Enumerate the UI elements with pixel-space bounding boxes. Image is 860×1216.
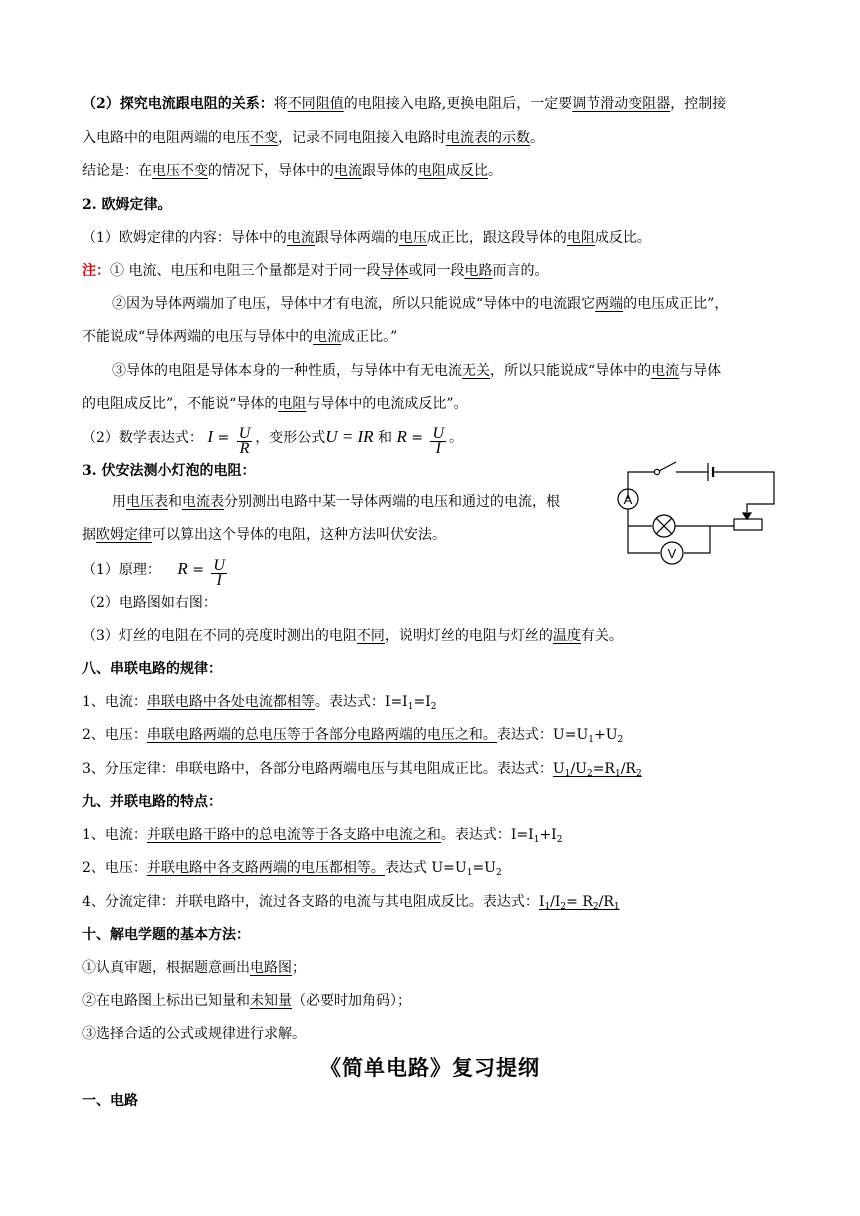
text: ，所以只能说成“导体中的 (490, 363, 652, 379)
underlined-term: 不同 (356, 628, 385, 644)
text: +I (539, 827, 557, 843)
underlined-term: 电流 (286, 230, 315, 246)
section-heading-circuit: 一、电路 (82, 1093, 138, 1109)
text: （必要时加角码）； (292, 993, 411, 1009)
underlined-term: 电流 (651, 363, 680, 379)
text: =I (413, 694, 431, 710)
switch-terminal (654, 469, 659, 474)
underlined-term: 两端 (595, 296, 624, 312)
paragraph-lead: （2）探究电流跟电阻的关系： (82, 96, 274, 112)
parallel-voltage (82, 858, 502, 883)
numerator: U (213, 556, 225, 574)
note-2-line2 (82, 327, 397, 347)
parallel-current-division (82, 892, 620, 917)
formula-symbol: I (207, 427, 214, 446)
underlined-term: 电路图 (250, 960, 292, 976)
text: 4、分流定律：并联电路中，流过各支路的电流与其电阻成反比。表达式： (82, 894, 539, 910)
underlined-term: 串联电路两端的总电压等于各部分电路两端的电压之和。 (146, 727, 497, 743)
text: 1、电流： (82, 827, 147, 843)
filament-resistance-line (82, 626, 623, 646)
heading-ohms-law: 2. 欧姆定律。 (82, 197, 172, 213)
underlined-term: 电流 (334, 163, 362, 179)
text: +U (593, 727, 618, 743)
text: 的电阻接入电路,更换电阻后，一定要 (343, 96, 573, 112)
subscript: 2 (592, 902, 599, 912)
text: 不能说成“导体两端的电压与导体中的 (82, 329, 314, 345)
text: 分别测出电路中某一导体两端的电压和通过的电流，根 (224, 494, 560, 510)
text: ①认真审题，根据题意画出 (82, 960, 250, 976)
fraction-u-over-i (430, 424, 446, 457)
text: /R (620, 761, 636, 777)
fraction-u-over-i (211, 556, 227, 589)
circuit-diagram (612, 456, 780, 570)
ammeter-label: A (623, 492, 633, 507)
rheostat-slider (743, 513, 751, 519)
underlined-term: 反比 (460, 163, 488, 179)
underlined-term: 并联电路中各支路两端的电压都相等。 (146, 860, 385, 876)
text: 。表达式：I=I (440, 827, 534, 843)
note-label: 注： (82, 263, 110, 279)
subscript: 1 (407, 702, 414, 712)
formula-uir: U = IR (325, 427, 374, 446)
text: 用 (112, 494, 126, 510)
method-step-3: ③选择合适的公式或规律进行求解。 (82, 1026, 306, 1042)
text: 结论是：在 (82, 163, 152, 179)
subscript: 2 (560, 902, 567, 912)
formula-symbol: R (177, 559, 188, 578)
para-current-resistance-line2 (82, 128, 544, 148)
subscript: 1 (614, 769, 621, 779)
numerator: U (238, 424, 251, 442)
underlined-term: 电压表 (126, 494, 168, 510)
underlined-term: 电阻 (278, 396, 307, 412)
text: 成反比。 (594, 230, 651, 246)
underlined-term: 电流 (313, 329, 342, 345)
text: /U (570, 761, 587, 777)
subscript: 1 (466, 868, 473, 878)
underlined-term: 未知量 (250, 993, 292, 1009)
method-step-2 (82, 991, 411, 1011)
series-voltage-division (82, 759, 642, 784)
subscript: 1 (588, 735, 594, 745)
note-1 (82, 261, 548, 281)
underlined-term: 电流表 (182, 494, 224, 510)
denominator: I (216, 571, 222, 589)
text: ，变形公式 (255, 430, 326, 446)
denominator: I (435, 439, 441, 457)
formula-symbol: = (217, 430, 230, 446)
series-current (82, 692, 436, 717)
text: 。表达式：I=I (314, 694, 408, 710)
text: 或同一段 (408, 263, 465, 279)
note-2-line1 (112, 294, 728, 314)
text: ③导体的电阻是导体本身的一种性质，与导体中有无电流 (112, 363, 462, 379)
text: 的情况下，导体中的 (208, 163, 334, 179)
text: ，说明灯丝的电阻与灯丝的 (384, 628, 553, 644)
subscript: 1 (533, 835, 540, 845)
subscript: 2 (556, 835, 563, 845)
ohms-law-content (82, 228, 651, 248)
wire (684, 526, 710, 553)
text: /I (550, 894, 561, 910)
switch-blade (659, 462, 676, 471)
formula-line (82, 420, 464, 457)
text: 表达式 U=U (384, 860, 467, 876)
underlined-term: 电阻 (566, 230, 595, 246)
subscript: 2 (586, 769, 593, 779)
circuit-diagram-caption: （2）电路图如右图： (82, 595, 217, 611)
text: /R (598, 894, 614, 910)
text: I (538, 894, 545, 910)
wire (628, 509, 660, 553)
text: 入电路中的电阻两端的电压 (82, 130, 250, 146)
underlined-term: 不同阻值 (287, 96, 344, 112)
voltammeter-line2 (82, 525, 446, 545)
text: 2、电压： (82, 860, 147, 876)
text: ① 电流、电压和电阻三个量都是对于同一段 (110, 263, 381, 279)
underlined-term: 电阻 (418, 163, 446, 179)
underlined-term: 电流表的示数 (446, 130, 530, 146)
subscript: 1 (564, 769, 571, 779)
text: 表达式：U=U (496, 727, 589, 743)
text: 成正比，跟这段导体的 (426, 230, 567, 246)
text: 的电压成正比”， (623, 296, 729, 312)
text: （3）灯丝的电阻在不同的亮度时测出的电阻 (82, 628, 357, 644)
underlined-term: 欧姆定律 (96, 527, 152, 543)
text: = R (566, 894, 593, 910)
text: 与导体 (679, 363, 722, 379)
underlined-term: 调节滑动变阻器 (572, 96, 671, 112)
text: =R (592, 761, 615, 777)
text: 跟导体两端的 (314, 230, 399, 246)
underlined-term: 电压不变 (152, 163, 208, 179)
text: 2、电压： (82, 727, 147, 743)
subscript: 2 (495, 868, 502, 878)
underlined-term: 电路 (464, 263, 493, 279)
text: （2）数学表达式： (82, 430, 203, 446)
conclusion-line (82, 161, 502, 181)
document-title: 《简单电路》复习提纲 (320, 1055, 540, 1080)
heading-problem-method: 十、解电学题的基本方法： (82, 927, 250, 943)
text: 有关。 (580, 628, 623, 644)
text: ②在电路图上标出已知量和 (82, 993, 250, 1009)
heading-series-circuit: 八、串联电路的规律： (82, 661, 222, 677)
text: 。 (449, 430, 464, 446)
numerator: U (432, 424, 445, 442)
subscript: 2 (635, 769, 642, 779)
text: 而言的。 (492, 263, 549, 279)
text: 。 (530, 130, 544, 146)
underlined-term: 电压 (398, 230, 427, 246)
text: ； (292, 960, 306, 976)
underlined-term: 温度 (552, 628, 581, 644)
text: 将 (273, 96, 288, 112)
para-current-resistance-line1 (82, 94, 726, 114)
parallel-current (82, 825, 562, 850)
formula-symbol: R (396, 427, 407, 446)
denominator: R (239, 439, 250, 457)
ratio-expression (553, 761, 642, 777)
note-3-line2 (82, 394, 468, 414)
subscript: 2 (617, 735, 624, 745)
text: =U (472, 860, 496, 876)
method-step-1 (82, 958, 306, 978)
text: 据 (82, 527, 96, 543)
text: 跟导体的 (362, 163, 418, 179)
formula-symbol: = (192, 562, 204, 578)
subscript: 2 (430, 702, 437, 712)
underlined-term: 导体 (380, 263, 409, 279)
formula-symbol: = (411, 430, 424, 446)
underlined-term: 串联电路中各处电流都相等 (146, 694, 315, 710)
text: 3、分压定律：串联电路中，各部分电路两端电压与其电阻成正比。表达式： (82, 761, 553, 777)
fraction-u-over-r (237, 424, 253, 457)
text: 。 (488, 163, 502, 179)
text: 和 (168, 494, 182, 510)
principle-line (82, 552, 230, 589)
text: （1）原理： (82, 562, 161, 578)
text: 和 (378, 430, 392, 446)
heading-parallel-circuit: 九、并联电路的特点： (82, 794, 222, 810)
ratio-expression (539, 894, 620, 910)
text: U (552, 761, 565, 777)
underlined-term: 并联电路干路中的总电流等于各支路中电流之和 (146, 827, 441, 843)
text: ，控制接 (670, 96, 727, 112)
text: 成正比。” (341, 329, 398, 345)
voltammeter-line1 (112, 492, 560, 512)
text: 与导体中的电流成反比”。 (306, 396, 468, 412)
underlined-term: 不变 (250, 130, 278, 146)
subscript: 1 (544, 902, 551, 912)
series-voltage (82, 725, 623, 750)
text: （1）欧姆定律的内容：导体中的 (82, 230, 287, 246)
underlined-term: 无关 (462, 363, 490, 379)
text: 1、电流： (82, 694, 147, 710)
text: ②因为导体两端加了电压，导体中才有电流，所以只能说成“导体中的电流跟它 (112, 296, 596, 312)
wire (713, 472, 774, 512)
text: 的电阻成反比”，不能说“导体的 (82, 396, 279, 412)
subscript: 1 (613, 902, 620, 912)
text: 成 (446, 163, 460, 179)
heading-voltammeter-method: 3. 伏安法测小灯泡的电阻： (82, 463, 256, 479)
note-3-line1 (112, 361, 721, 381)
voltmeter-label: V (667, 546, 677, 561)
text: 可以算出这个导体的电阻，这种方法叫伏安法。 (152, 527, 446, 543)
text: ，记录不同电阻接入电路时 (278, 130, 446, 146)
rheostat (734, 519, 762, 530)
